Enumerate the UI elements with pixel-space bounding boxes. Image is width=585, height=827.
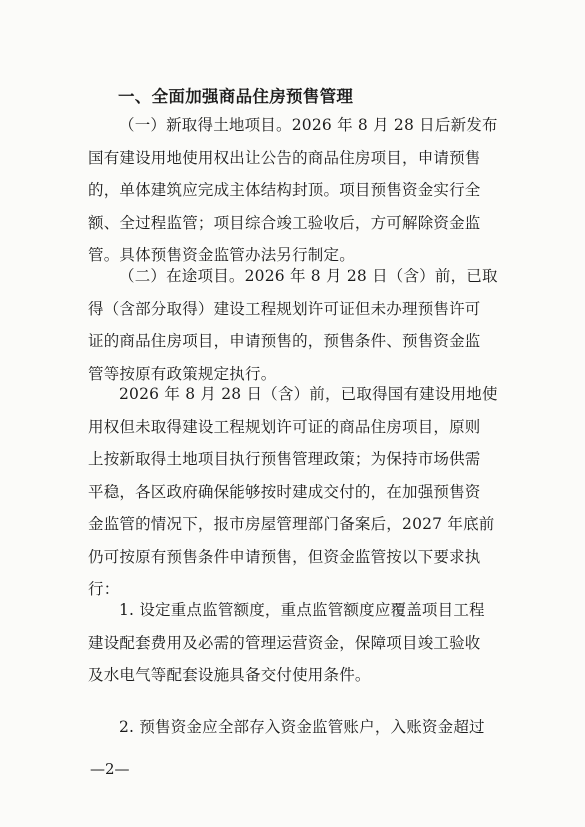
page-number: —2— bbox=[90, 760, 130, 778]
text-line: 额、全过程监管；项目综合竣工验收后，方可解除资金监 bbox=[88, 213, 481, 232]
text-line: 行： bbox=[88, 580, 120, 598]
paragraph-land-acquired-projects bbox=[88, 378, 510, 606]
text-line: 平稳，各区政府确保能够按时建成交付的，在加强预售资 bbox=[88, 482, 481, 501]
text-line: 得（含部分取得）建设工程规划许可证但未办理预售许可 bbox=[88, 299, 481, 318]
paragraph-item-2 bbox=[88, 711, 510, 744]
text-line: 管等按原有政策规定执行。 bbox=[88, 364, 277, 383]
paragraph-in-progress-projects bbox=[88, 260, 510, 390]
text-line: 上按新取得土地项目执行预售管理政策；为保持市场供需 bbox=[88, 450, 481, 468]
text-line: 管。具体预售资金监管办法另行制定。 bbox=[88, 246, 355, 264]
text-line: 建设配套费用及必需的管理运营资金，保障项目竣工验收 bbox=[88, 633, 481, 652]
text-line: 2. 预售资金应全部存入资金监管账户，入账资金超过 bbox=[119, 718, 485, 736]
text-line: 国有建设用地使用权出让公告的商品住房项目，申请预售 bbox=[88, 148, 481, 167]
text-line: 的，单体建筑应完成主体结构封顶。项目预售资金实行全 bbox=[88, 181, 481, 199]
text-line: 金监管的情况下，报市房屋管理部门备案后，2027 年底前 bbox=[88, 515, 495, 533]
text-line: 2026 年 8 月 28 日（含）前，已取得国有建设用地使 bbox=[119, 385, 498, 403]
paragraph-new-land-projects bbox=[88, 109, 510, 272]
text-line: 证的商品住房项目，申请预售的，预售条件、预售资金监 bbox=[88, 332, 481, 350]
section-heading: 一、全面加强商品住房预售管理 bbox=[118, 87, 354, 106]
text-line: （二）在途项目。2026 年 8 月 28 日（含）前，已取 bbox=[119, 267, 498, 285]
text-line: 及水电气等配套设施具备交付使用条件。 bbox=[88, 666, 371, 684]
text-line: 1. 设定重点监管额度，重点监管额度应覆盖项目工程 bbox=[119, 601, 485, 619]
text-line: 仍可按原有预售条件申请预售，但资金监管按以下要求执 bbox=[88, 547, 481, 566]
paragraph-item-1 bbox=[88, 594, 510, 692]
text-line: 用权但未取得建设工程规划许可证的商品住房项目，原则 bbox=[88, 417, 481, 436]
text-line: （一）新取得土地项目。2026 年 8 月 28 日后新发布 bbox=[119, 116, 498, 134]
